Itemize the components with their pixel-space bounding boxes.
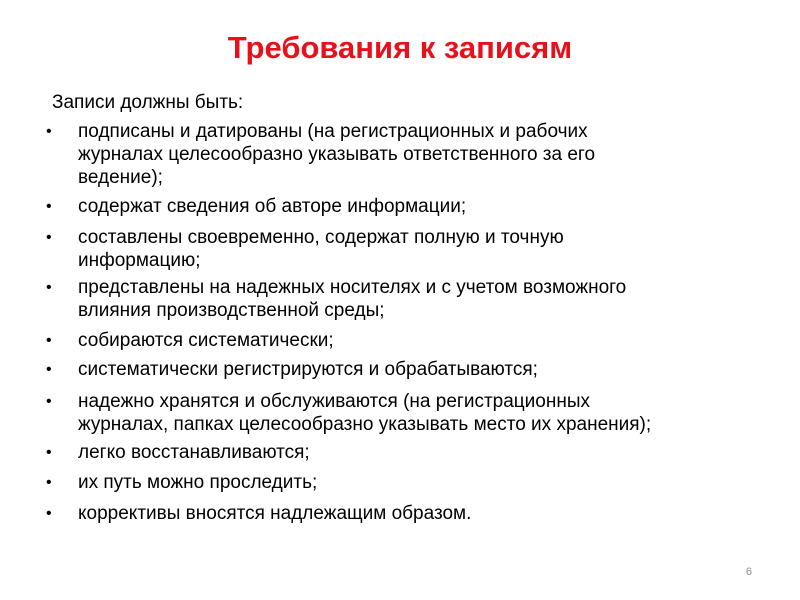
list-item-text: надежно хранятся и обслуживаются (на регистрационных журналах, папках целесообразно указывать место их хранения);	[78, 391, 652, 435]
list-item	[46, 390, 766, 436]
list-item-text: составлены своевременно, содержат полную и точную информацию;	[78, 227, 564, 271]
bullet-icon: •	[46, 361, 52, 378]
bullet-icon: •	[46, 474, 52, 491]
list-item	[46, 441, 766, 464]
page-number: 6	[745, 566, 752, 578]
list-item-text: легко восстанавливаются;	[78, 442, 310, 463]
bullet-icon: •	[46, 279, 52, 296]
list-item-text: систематически регистрируются и обрабатываются;	[78, 359, 538, 380]
intro-text: Записи должны быть:	[52, 92, 244, 113]
list-item-text: коррективы вносятся надлежащим образом.	[78, 503, 472, 524]
list-item-text: представлены на надежных носителях и с учетом возможного влияния производственной среды;	[78, 277, 627, 321]
bullet-icon: •	[46, 123, 52, 140]
bullet-icon: •	[46, 444, 52, 461]
bullet-icon: •	[46, 332, 52, 349]
list-item	[46, 358, 766, 381]
list-item	[46, 195, 766, 218]
list-item	[46, 226, 766, 272]
list-item-text: содержат сведения об авторе информации;	[78, 196, 467, 217]
list-item-text: собираются систематически;	[78, 330, 334, 351]
list-item-text: их путь можно проследить;	[78, 472, 318, 493]
slide-title: Требования к записям	[227, 30, 573, 65]
list-item-text: подписаны и датированы (на регистрационных и рабочих журналах целесообразно указывать ответственного за его ведение);	[78, 121, 596, 188]
list-item	[46, 329, 766, 352]
bullet-icon: •	[46, 229, 52, 246]
list-item	[46, 120, 766, 189]
list-item	[46, 502, 766, 525]
bullet-icon: •	[46, 393, 52, 410]
list-item	[46, 276, 766, 322]
bullet-icon: •	[46, 505, 52, 522]
bullet-icon: •	[46, 198, 52, 215]
list-item	[46, 471, 766, 494]
